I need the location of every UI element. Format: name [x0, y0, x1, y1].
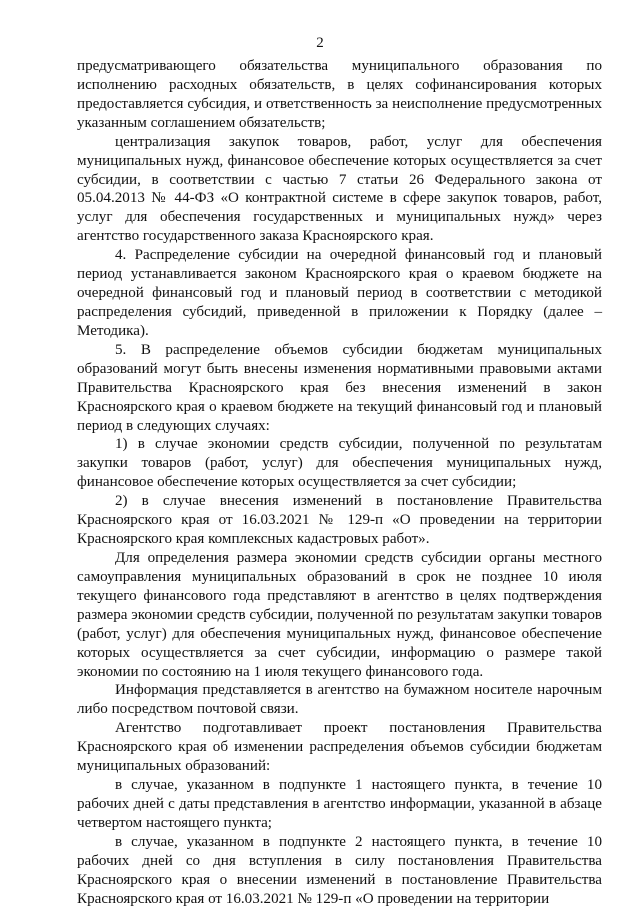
page-number: 2: [316, 35, 324, 51]
paragraph: Информация представляется в агентство на бумажном носителе нарочным либо посредством почтовой связи.: [77, 682, 602, 718]
paragraph: предусматривающего обязательства муниципального образования по исполнению расходных обязательств, в целях софинансирования которых предоставляется субсидия, и ответственность за неисполнение предусмотренных указанным соглашением обязательств;: [77, 58, 602, 131]
paragraph: Для определения размера экономии средств субсидии органы местного самоуправления муниципальных образований в срок не позднее 10 июля текущего финансового года представляют в агентство в целях подтверждения размера экономии средств субсидии, полученной по результатам закупки товаров (работ, услуг) для обеспечения муниципальных нужд, финансовое обеспечение которых осуществляется за счет субсидии, информацию о размере такой экономии по состоянию на 1 июля текущего финансового года.: [77, 549, 602, 680]
paragraph: 4. Распределение субсидии на очередной финансовый год и плановый период устанавливается законом Красноярского края о краевом бюджете на очередной финансовый год и плановый период в соответствии с методикой распределения субсидий, приведенной в приложении к Порядку (далее – Методика).: [77, 247, 602, 339]
paragraph: в случае, указанном в подпункте 2 настоящего пункта, в течение 10 рабочих дней со дня вступления в силу постановления Правительства Красноярского края о внесении изменений в постановление Правительства Красноярского края от 16.03.2021 № 129-п «О проведении на территории: [77, 833, 602, 907]
paragraph: 2) в случае внесения изменений в постановление Правительства Красноярского края от 16.03.2021 № 129-п «О проведении на территории Красноярского края комплексных кадастровых работ».: [77, 493, 602, 548]
paragraph: Агентство подготавливает проект постановления Правительства Красноярского края об изменении распределения объемов субсидии бюджетам муниципальных образований:: [77, 720, 602, 775]
paragraph: централизация закупок товаров, работ, услуг для обеспечения муниципальных нужд, финансовое обеспечение которых осуществляется за счет субсидии, в соответствии с частью 7 статьи 26 Федерального закона от 05.04.2013 № 44-ФЗ «О контрактной системе в сфере закупок товаров, работ, услуг для обеспечения государственных и муниципальных нужд» через агентство государственного заказа Красноярского края.: [77, 133, 602, 245]
paragraph: 1) в случае экономии средств субсидии, полученной по результатам закупки товаров (работ, услуг) для обеспечения муниципальных нужд, финансовое обеспечение которых осуществляется за счет субсидии;: [77, 436, 602, 491]
paragraph: в случае, указанном в подпункте 1 настоящего пункта, в течение 10 рабочих дней с даты представления в агентство информации, указанной в абзаце четвертом настоящего пункта;: [77, 777, 602, 831]
paragraph: 5. В распределение объемов субсидии бюджетам муниципальных образований могут быть внесены изменения нормативными правовыми актами Правительства Красноярского края без внесения изменений в закон Красноярского края о краевом бюджете на текущий финансовый год и плановый период в следующих случаях:: [77, 341, 602, 434]
document-body: [77, 57, 602, 908]
